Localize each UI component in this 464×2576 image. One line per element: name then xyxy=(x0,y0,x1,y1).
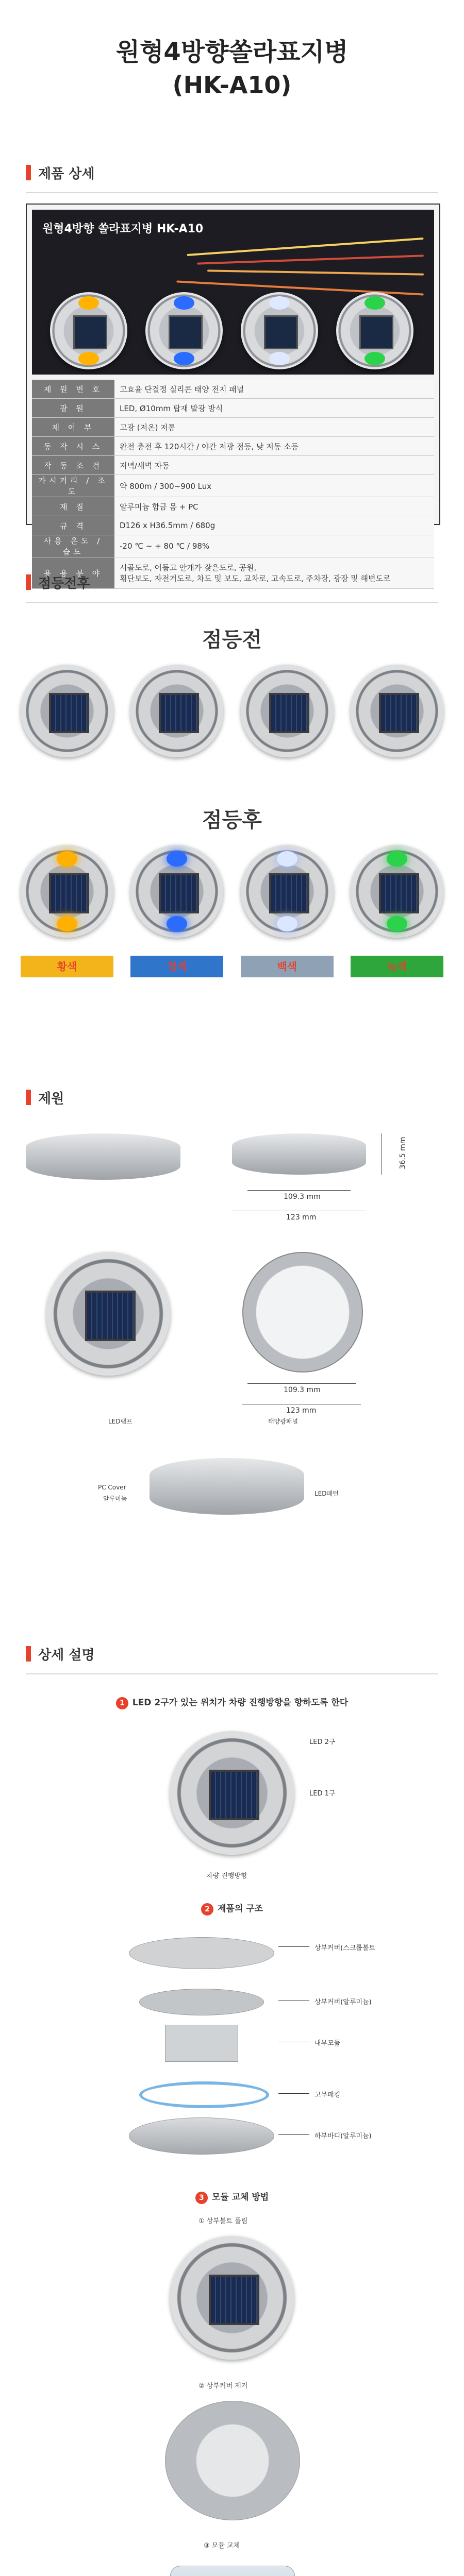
section-title: 점등전후 xyxy=(38,575,90,591)
module-step-1: ① 상부볼트 풀림 xyxy=(198,2217,248,2225)
product-title: 원형4방향쏠라표지병 xyxy=(115,38,349,66)
section-rule xyxy=(26,1673,438,1674)
spec-row xyxy=(32,497,434,516)
light-trails xyxy=(32,230,434,251)
before-lamp-row xyxy=(21,665,443,757)
callout-pc: PC Cover xyxy=(98,1484,126,1491)
part-label: 하부바디(알루미늄) xyxy=(314,2132,372,2140)
spec-key: 광 원 xyxy=(32,399,114,418)
dim-label-2: 123 mm xyxy=(286,1213,317,1222)
top-view-drawing xyxy=(242,1252,363,1372)
module-step-1-image xyxy=(170,2236,294,2360)
spec-row xyxy=(32,437,434,456)
height-label: 36.5 mm xyxy=(399,1137,407,1170)
spec-key: 용 용 분 야 xyxy=(32,557,114,589)
module-step-3: ③ 모듈 교체 xyxy=(204,2542,240,2550)
dim-label-1: 109.3 mm xyxy=(284,1193,321,1201)
side-view-drawing xyxy=(232,1133,366,1175)
part-gasket xyxy=(139,2081,269,2108)
spec-value: -20 ℃ ~ + 80 ℃ / 98% xyxy=(114,535,434,557)
callout-body: LED패턴 xyxy=(314,1490,339,1497)
title-block xyxy=(0,36,464,100)
spec-row xyxy=(32,516,434,535)
module-step-2: ② 상부커버 제거 xyxy=(198,2382,248,2390)
section-rule xyxy=(26,192,438,193)
color-label: 녹색 xyxy=(351,956,443,977)
led2-label: LED 2구 xyxy=(309,1738,336,1746)
module-step-3-image xyxy=(170,2566,295,2576)
spec-value: LED, Ø10mm 탑재 발광 방식 xyxy=(114,399,434,418)
callout-solar: 태양광패널 xyxy=(268,1418,298,1425)
dimension-drawings xyxy=(26,1128,438,1515)
section-rule xyxy=(26,602,438,603)
spec-row xyxy=(32,399,434,418)
hero-title: 원형4방향 쏠라표지병 HK-A10 xyxy=(42,223,204,235)
callout-led: LED램프 xyxy=(108,1418,132,1425)
color-labels xyxy=(21,956,443,977)
section-title: 제원 xyxy=(38,1091,64,1107)
lamp-off xyxy=(21,665,113,757)
section-description-header xyxy=(26,1638,438,1669)
spec-key: 동 작 시 스 xyxy=(32,437,114,456)
part-leader-line xyxy=(278,2134,309,2135)
lamp-yellow xyxy=(50,292,127,369)
lamp-on-green xyxy=(351,845,443,938)
spec-row xyxy=(32,475,434,497)
dim-label-4: 123 mm xyxy=(286,1406,317,1415)
part-top xyxy=(139,1989,264,2015)
section-dimensions-header xyxy=(26,1082,438,1113)
dim-label-3: 109.3 mm xyxy=(284,1386,321,1394)
color-label: 백색 xyxy=(241,956,334,977)
after-title: 점등후 xyxy=(202,808,262,832)
direction-lamp xyxy=(170,1731,294,1855)
part-label: 상부커버(스크롤볼트 xyxy=(314,1944,376,1952)
spec-key: 재 질 xyxy=(32,497,114,516)
part-label: 상부커버(알루미늄) xyxy=(314,1998,372,2006)
hero-image xyxy=(32,210,434,375)
section-marker xyxy=(26,1090,31,1105)
spec-value: 저녁/새벽 자동 xyxy=(114,456,434,475)
section-detail-header xyxy=(26,157,438,188)
callout-photo xyxy=(150,1458,304,1515)
part-label: 내부모듈 xyxy=(314,2040,341,2047)
section-marker xyxy=(26,574,31,590)
spec-key: 사용 온도 / 습도 xyxy=(32,535,114,557)
part-label: 고무패킹 xyxy=(314,2091,341,2099)
side-view-photo xyxy=(26,1133,180,1180)
direction-label: 차량 진행방향 xyxy=(206,1872,247,1880)
spec-key: 제 원 번 호 xyxy=(32,380,114,399)
lamp-off xyxy=(241,665,334,757)
spec-row xyxy=(32,418,434,437)
spec-value: 고효율 단결정 실리콘 태양 전지 패널 xyxy=(114,380,434,399)
step-2-title: 2 제품의 구조 xyxy=(0,1901,464,1916)
lamp-on-yellow xyxy=(21,845,113,938)
product-model: (HK-A10) xyxy=(172,71,292,99)
color-label: 청색 xyxy=(130,956,223,977)
lamp-on-white xyxy=(241,845,334,938)
spec-value: 고광 (저온) 저통 xyxy=(114,418,434,437)
section-before-after-header xyxy=(26,567,438,598)
step-1-title: 1 LED 2구가 있는 위치가 차량 진행방향을 향하도록 한다 xyxy=(0,1695,464,1709)
led1-label: LED 1구 xyxy=(309,1790,336,1798)
spec-key: 가시거리 / 조도 xyxy=(32,475,114,497)
lamp-green xyxy=(336,292,413,369)
section-title: 상세 설명 xyxy=(38,1647,95,1663)
spec-value: D126 x H36.5mm / 680g xyxy=(114,516,434,535)
color-label: 황색 xyxy=(21,956,113,977)
lamp-blue xyxy=(145,292,223,369)
before-title: 점등전 xyxy=(202,628,262,652)
spec-key: 제 어 부 xyxy=(32,418,114,437)
part-leader-line xyxy=(278,1946,309,1947)
section-marker xyxy=(26,1646,31,1662)
after-lamp-row xyxy=(21,845,443,938)
step-3-title: 3 모듈 교체 방법 xyxy=(0,2190,464,2204)
spec-value: 약 800m / 300~900 Lux xyxy=(114,475,434,497)
module-step-2-image xyxy=(165,2401,300,2520)
top-view-photo xyxy=(46,1252,170,1376)
lamp-off xyxy=(130,665,223,757)
section-title: 제품 상세 xyxy=(38,166,95,182)
spec-value: 알루미늄 합금 몸 + PC xyxy=(114,497,434,516)
section-marker xyxy=(26,165,31,180)
spec-value: 시골도로, 어둡고 안개가 잦은도로, 공원, 횡단보도, 자전거도로, 차도 및 보도, 교차로, 고속도로, 주차장, 광장 및 해변도로 xyxy=(114,557,434,589)
part-module xyxy=(165,2025,238,2062)
part-leader-line xyxy=(278,2093,309,2094)
spec-key: 작 동 조 건 xyxy=(32,456,114,475)
part-base xyxy=(129,2117,274,2155)
spec-row xyxy=(32,380,434,399)
spec-row xyxy=(32,456,434,475)
lamp-on-blue xyxy=(130,845,223,938)
callout-alu: 알루미늄 xyxy=(103,1495,127,1502)
spec-row xyxy=(32,535,434,557)
part-cover xyxy=(129,1937,274,1969)
lamp-white xyxy=(241,292,318,369)
spec-key: 규 격 xyxy=(32,516,114,535)
spec-value: 완전 충전 후 120시간 / 야간 저광 점등, 낮 저동 소등 xyxy=(114,437,434,456)
lamp-off xyxy=(351,665,443,757)
spec-table xyxy=(32,380,434,589)
